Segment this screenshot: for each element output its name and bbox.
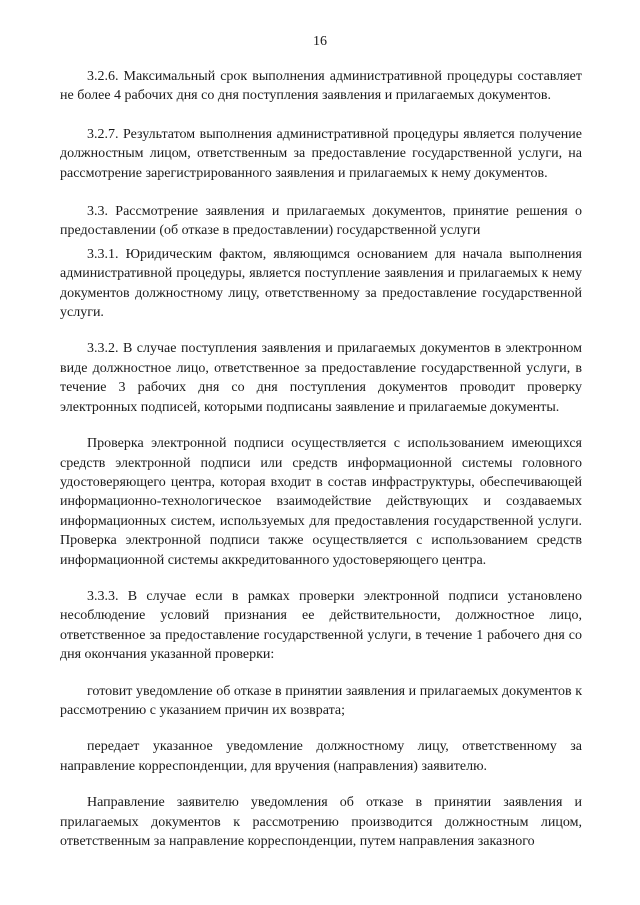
section-heading-3-3: 3.3. Рассмотрение заявления и прилагаемых документов, принятие решения о предоставлении (об отказе в предоставлении) государственной услуги [60,204,582,239]
list-item-transfer-notice: передает указанное уведомление должностному лицу, ответственному за направление корреспонденции, для вручения (направления) заявителю. [60,739,582,774]
list-item-prepare-notice: готовит уведомление об отказе в принятии заявления и прилагаемых документов к рассмотрению с указанием причин их возврата; [60,683,582,718]
paragraph-3-2-7: 3.2.7. Результатом выполнения административной процедуры является получение должностным лицом, ответственным за предоставление государственной услуги, на рассмотрение зарегистрированного заявления и прилагаемых к нему документов. [60,126,582,181]
paragraph-signature-check: Проверка электронной подписи осуществляется с использованием имеющихся средств электронной подписи или средств информационной системы головного удостоверяющего центра, которая входит в состав инфраструктуры, обеспечивающей информационно-технологическое взаимодействие действующих и создаваемых информационных систем, используемых для предоставления государственной услуги. Проверка электронной подписи также осуществляется с использованием средств информационной системы аккредитованного удостоверяющего центра. [60,436,582,568]
paragraph-3-3-2: 3.3.2. В случае поступления заявления и прилагаемых документов в электронном виде должностное лицо, ответственное за предоставление государственной услуги, в течение 3 рабочих дня со дня поступления документов проводит проверку электронных подписей, которыми подписаны заявление и прилагаемые документы. [60,341,582,415]
document-body [60,67,582,851]
paragraph-3-3-3: 3.3.3. В случае если в рамках проверки электронной подписи установлено несоблюдение условий признания ее действительности, должностное лицо, ответственное за предоставление государственной услуги, в течение 1 рабочего дня со дня окончания указанной проверки: [60,588,582,663]
paragraph-3-3-1: 3.3.1. Юридическим фактом, являющимся основанием для начала выполнения административной процедуры, является поступление заявления и прилагаемых к нему документов должностному лицу, ответственному за предоставление государственной услуги. [60,246,582,321]
paragraph-notice-delivery: Направление заявителю уведомления об отказе в принятии заявления и прилагаемых документов к рассмотрению производится должностным лицом, ответственным за направление корреспонденции, путем направления заказного [60,795,582,849]
paragraph-3-2-6: 3.2.6. Максимальный срок выполнения административной процедуры составляет не более 4 рабочих дня со дня поступления заявления и прилагаемых документов. [60,69,582,104]
page-number: 16 [313,34,327,49]
